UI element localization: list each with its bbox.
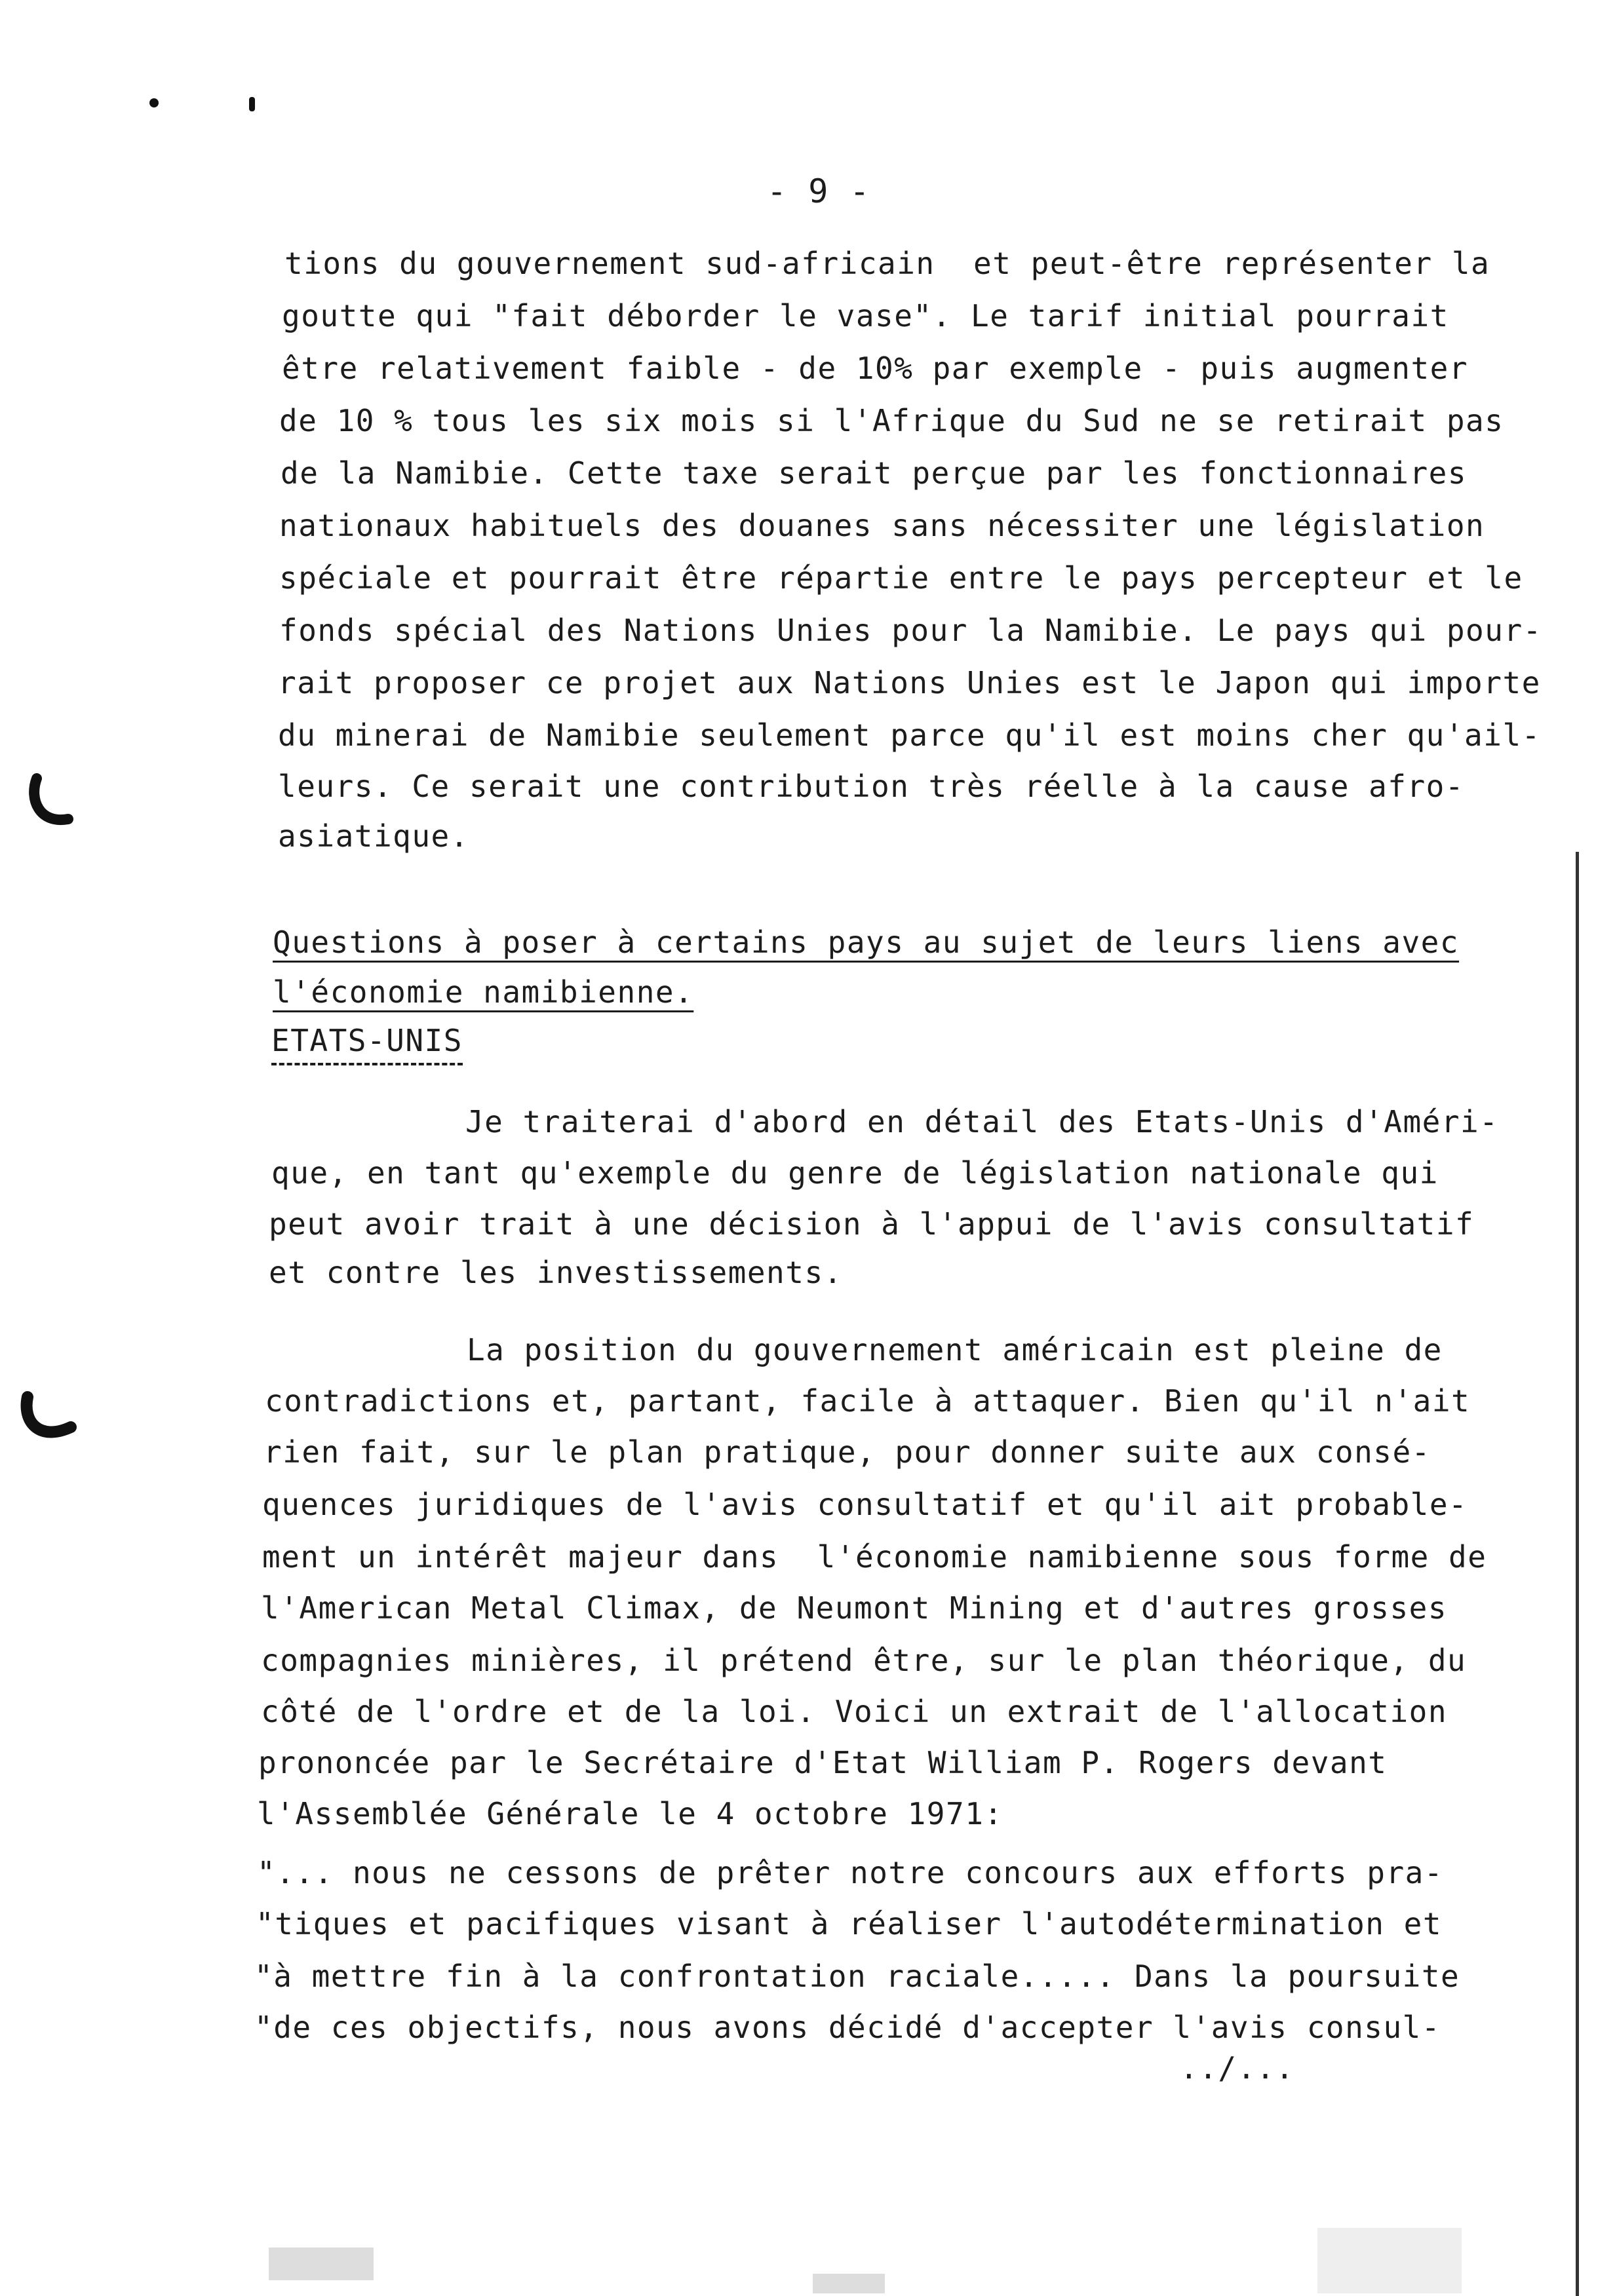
body-line: et contre les investissements.	[269, 1255, 843, 1290]
quote-line: "tiques et pacifiques visant à réaliser l'autodétermination et	[256, 1906, 1443, 1942]
scan-smudge	[269, 2248, 374, 2280]
punch-hole-icon	[20, 1389, 79, 1448]
body-line: tions du gouvernement sud-africain et peut-être représenter la	[284, 246, 1490, 281]
body-line: contradictions et, partant, facile à attaquer. Bien qu'il n'ait	[265, 1383, 1471, 1419]
body-line: quences juridiques de l'avis consultatif et qu'il ait probable-	[262, 1487, 1468, 1522]
body-line: La position du gouvernement américain est pleine de	[275, 1332, 1443, 1368]
body-line: Je traiterai d'abord en détail des Etats-Unis d'Améri-	[274, 1104, 1499, 1139]
quote-line: "à mettre fin à la confrontation raciale..... Dans la poursuite	[254, 1959, 1460, 1994]
quote-line: "... nous ne cessons de prêter notre concours aux efforts pra-	[257, 1855, 1444, 1890]
body-line: côté de l'ordre et de la loi. Voici un extrait de l'allocation	[261, 1694, 1448, 1729]
page-number: - 9 -	[767, 172, 871, 210]
body-line: compagnies minières, il prétend être, sur le plan théorique, du	[261, 1643, 1467, 1678]
body-line: du minerai de Namibie seulement parce qu'il est moins cher qu'ail-	[278, 718, 1541, 753]
scan-dot	[149, 98, 159, 107]
body-line: que, en tant qu'exemple du genre de législation nationale qui	[271, 1155, 1439, 1191]
body-line: nationaux habituels des douanes sans nécessiter une législation	[279, 508, 1485, 543]
punch-hole-icon	[28, 773, 80, 832]
body-line: asiatique.	[278, 818, 469, 854]
scan-dot	[249, 97, 255, 111]
quote-line: "de ces objectifs, nous avons décidé d'accepter l'avis consul-	[254, 2010, 1441, 2045]
body-line: goutte qui "fait déborder le vase". Le tarif initial pourrait	[282, 298, 1449, 334]
body-line: fonds spécial des Nations Unies pour la Namibie. Le pays qui pour-	[279, 613, 1542, 648]
body-line: de la Namibie. Cette taxe serait perçue par les fonctionnaires	[281, 455, 1468, 491]
body-line: prononcée par le Secrétaire d'Etat William P. Rogers devant	[258, 1745, 1388, 1780]
scan-smudge	[813, 2274, 885, 2293]
subheading-etats-unis: ETATS-UNIS	[271, 1021, 463, 1065]
continuation-mark: ../...	[1180, 2050, 1295, 2086]
body-line: l'American Metal Climax, de Neumont Mining et d'autres grosses	[261, 1590, 1448, 1626]
section-heading: Questions à poser à certains pays au sujet de leurs liens avec	[273, 925, 1460, 960]
body-line: spéciale et pourrait être répartie entre le pays percepteur et le	[279, 560, 1523, 596]
body-line: leurs. Ce serait une contribution très réelle à la cause afro-	[278, 769, 1465, 804]
body-line: être relativement faible - de 10% par exemple - puis augmenter	[282, 351, 1469, 386]
body-line: peut avoir trait à une décision à l'appui de l'avis consultatif	[269, 1206, 1475, 1242]
body-line: rien fait, sur le plan pratique, pour donner suite aux consé-	[263, 1434, 1431, 1470]
body-line: rait proposer ce projet aux Nations Unies est le Japon qui importe	[278, 665, 1541, 700]
section-heading: l'économie namibienne.	[273, 974, 694, 1010]
body-line: ment un intérêt majeur dans l'économie namibienne sous forme de	[262, 1539, 1487, 1575]
body-line: l'Assemblée Générale le 4 octobre 1971:	[257, 1796, 1003, 1831]
scan-edge-line	[1576, 852, 1579, 2296]
scan-smudge	[1317, 2228, 1462, 2293]
body-line: de 10 % tous les six mois si l'Afrique du Sud ne se retirait pas	[279, 403, 1504, 438]
